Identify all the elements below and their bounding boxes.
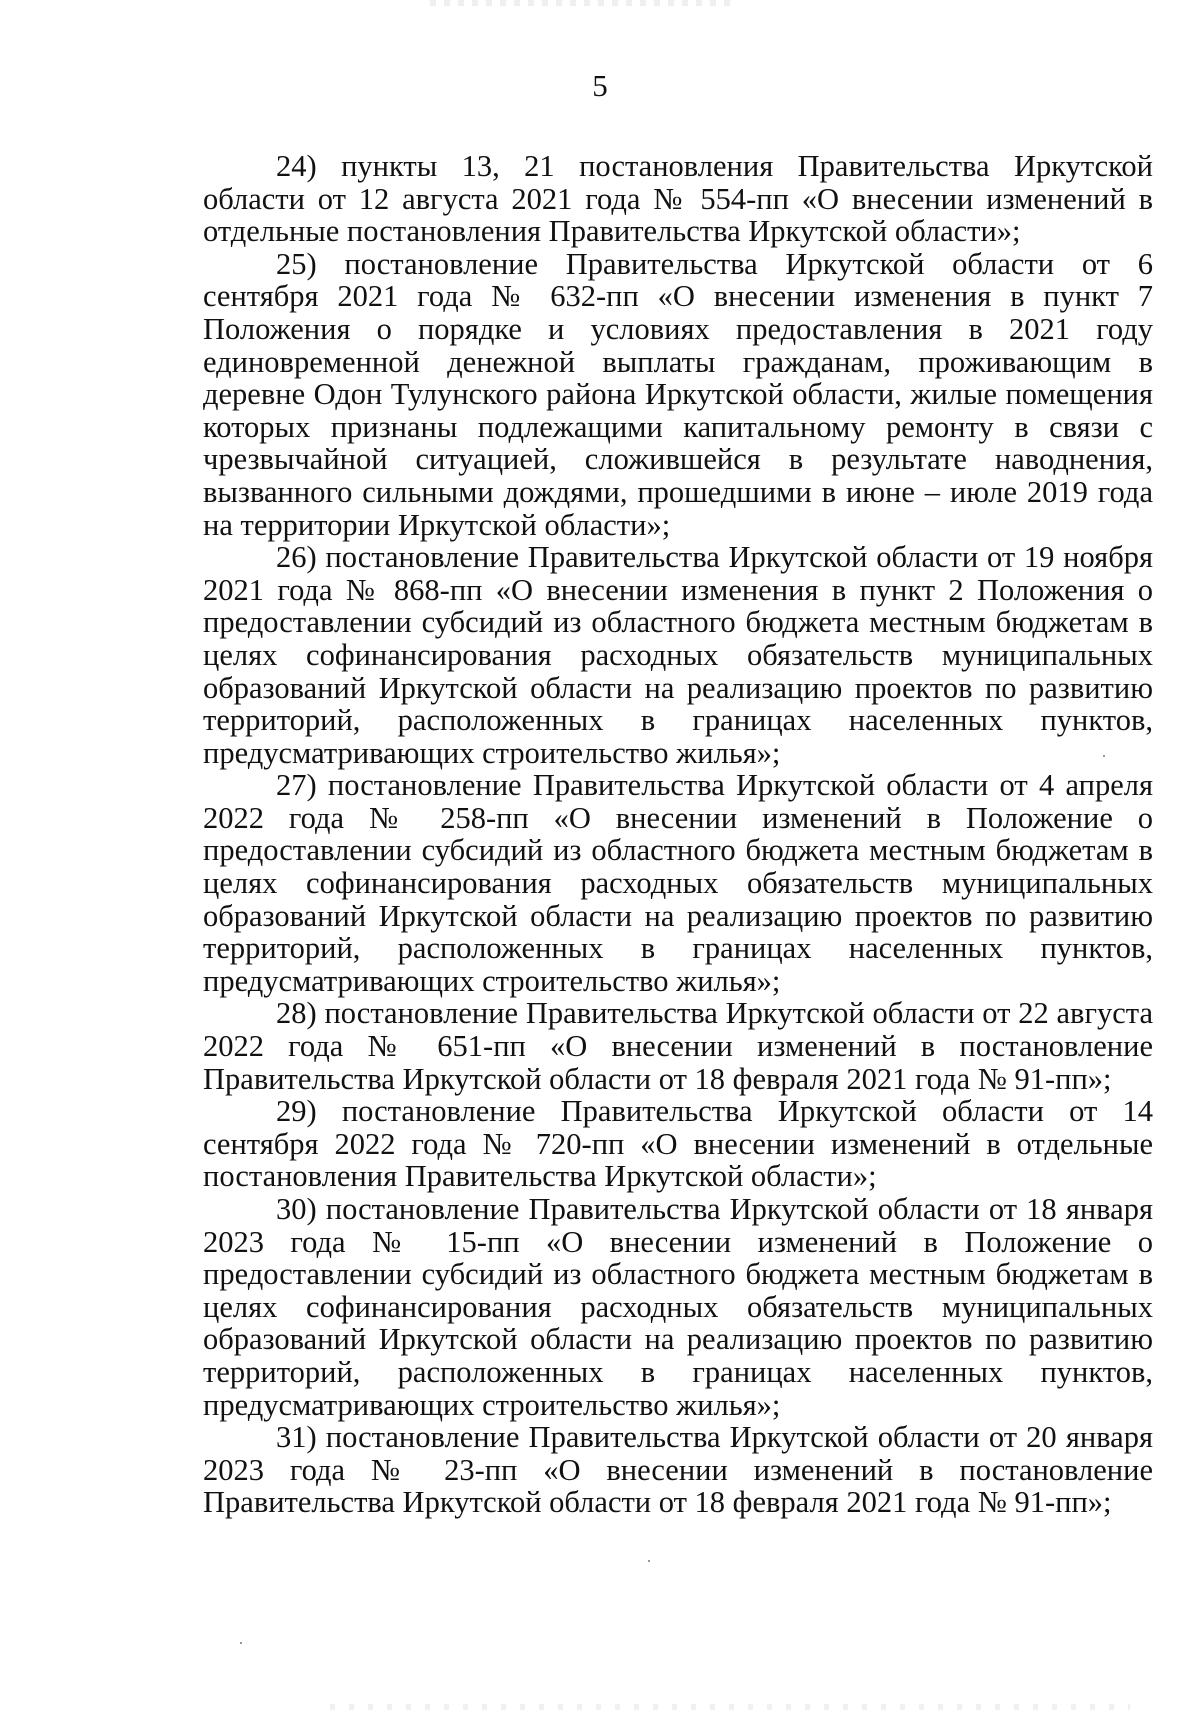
- page-number: 5: [592, 68, 608, 103]
- list-item-27: 27) постановление Правительства Иркутской области от 4 апреля 2022 года № 258-пп «О внесении изменений в Положение о предоставлении субсидий из областного бюджета местным бюджетам в целях софинансирования расходных обязательств муниципальных образований Иркутской области на реализацию проектов по развитию территорий, расположенных в границах населенных пунктов, предусматривающих строительство жилья»;: [203, 768, 1153, 998]
- scan-speck: [648, 1560, 650, 1562]
- scan-speck: [240, 1642, 242, 1644]
- document-body: [203, 150, 1153, 1519]
- scan-artifact-bottom: [330, 1704, 1130, 1710]
- list-item-30: 30) постановление Правительства Иркутской области от 18 января 2023 года № 15-пп «О внесении изменений в Положение о предоставлении субсидий из областного бюджета местным бюджетам в целях софинансирования расходных обязательств муниципальных образований Иркутской области на реализацию проектов по развитию территорий, расположенных в границах населенных пунктов, предусматривающих строительство жилья»;: [203, 1192, 1153, 1422]
- list-item-31: 31) постановление Правительства Иркутской области от 20 января 2023 года № 23-пп «О внесении изменений в постановление Правительства Иркутской области от 18 февраля 2021 года № 91-пп»;: [203, 1420, 1153, 1520]
- list-item-29: 29) постановление Правительства Иркутской области от 14 сентября 2022 года № 720-пп «О внесении изменений в отдельные постановления Правительства Иркутской области»;: [203, 1094, 1153, 1194]
- list-item-26: 26) постановление Правительства Иркутской области от 19 ноября 2021 года № 868-пп «О внесении изменения в пункт 2 Положения о предоставлении субсидий из областного бюджета местным бюджетам в целях софинансирования расходных обязательств муниципальных образований Иркутской области на реализацию проектов по развитию территорий, расположенных в границах населенных пунктов, предусматривающих строительство жилья»;: [203, 540, 1153, 770]
- list-item-24: 24) пункты 13, 21 постановления Правительства Иркутской области от 12 августа 2021 года № 554-пп «О внесении изменений в отдельные постановления Правительства Иркутской области»;: [203, 149, 1153, 249]
- list-item-28: 28) постановление Правительства Иркутской области от 22 августа 2022 года № 651-пп «О внесении изменений в постановление Правительства Иркутской области от 18 февраля 2021 года № 91-пп»;: [203, 996, 1153, 1096]
- list-item-25: 25) постановление Правительства Иркутской области от 6 сентября 2021 года № 632-пп «О внесении изменения в пункт 7 Положения о порядке и условиях предоставления в 2021 году единовременной денежной выплаты гражданам, проживающим в деревне Одон Тулунского района Иркутской области, жилые помещения которых признаны подлежащими капитальному ремонту в связи с чрезвычайной ситуацией, сложившейся в результате наводнения, вызванного сильными дождями, прошедшими в июне – июле 2019 года на территории Иркутской области»;: [203, 246, 1153, 542]
- scan-artifact-top: [430, 0, 730, 6]
- scan-speck: [1103, 755, 1105, 757]
